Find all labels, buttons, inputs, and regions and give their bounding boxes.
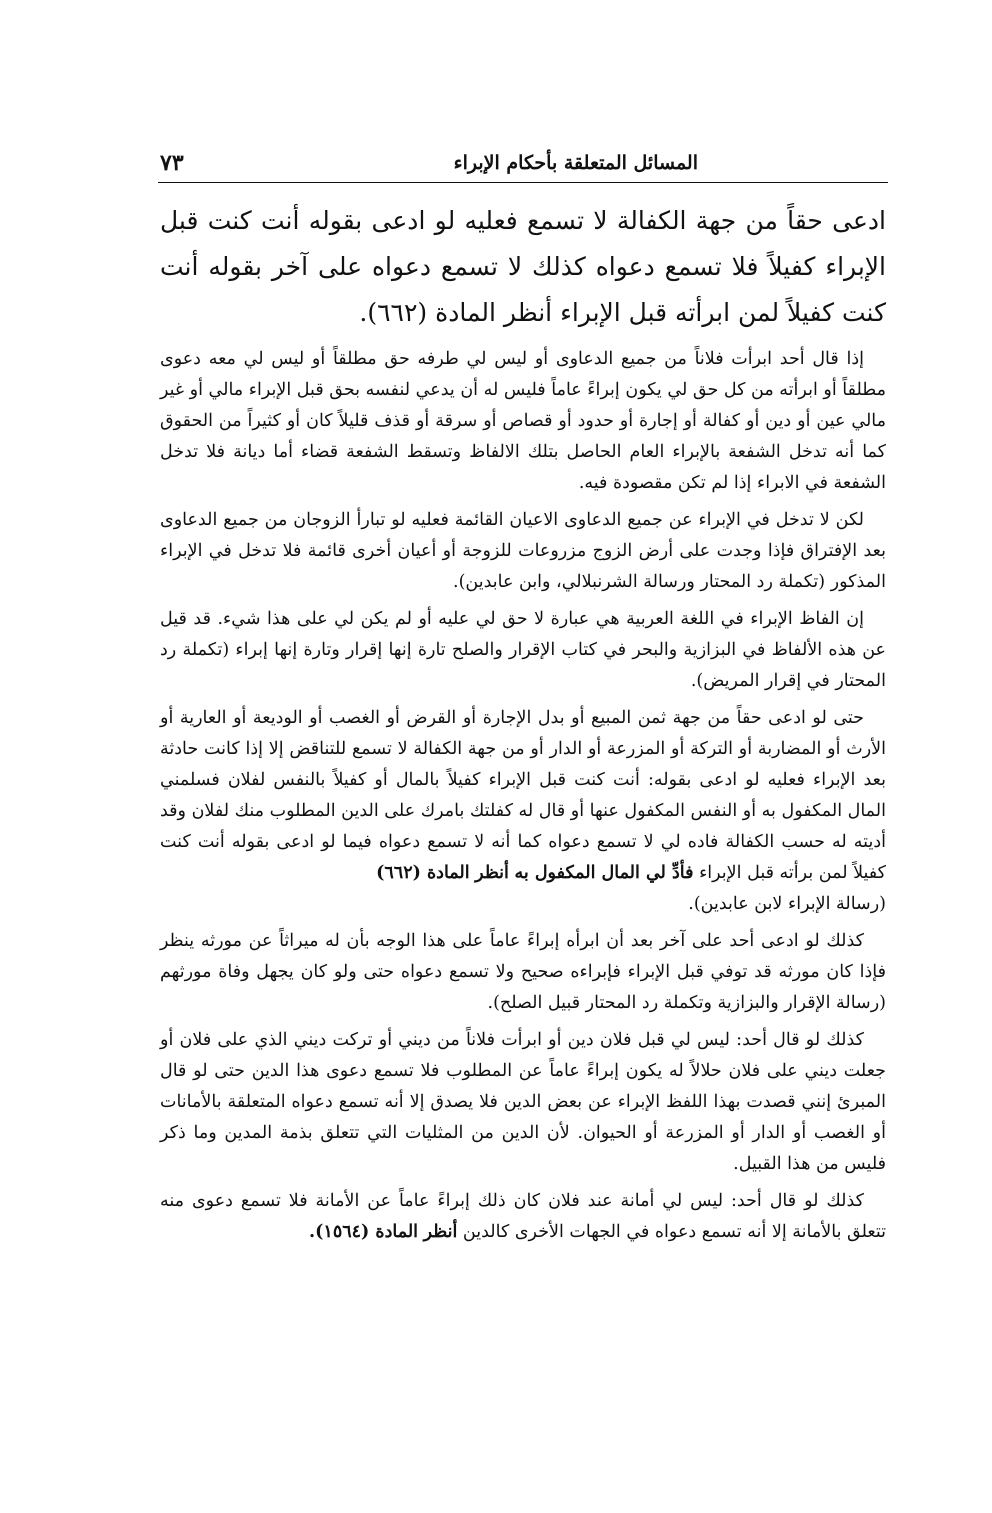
header-title: المسائل المتعلقة بأحكام الإبراء: [453, 152, 698, 174]
paragraph-1: إذا قال أحد ابرأت فلاناً من جميع الدعاوى أو ليس لي طرفه حق مطلقاً أو ليس لي معه دعوى مطلقاً أو ابرأته من كل حق لي يكون إبراءً عاماً فليس له أن يدعي لنفسه بحق قبل الإبراء مالي أو غير مالي عين أو دين أو كفالة أو إجارة أو حدود أو قصاص أو سرقة أو قذف قليلاً كان أو كثيراً من الحقوق كما أنه تدخل الشفعة بالإبراء العام الحاصل بتلك الالفاظ وتسقط الشفعة قضاء أما ديانة فلا تدخل الشفعة في الابراء إذا لم تكن مقصودة فيه.: [160, 349, 886, 493]
paragraph-4: [160, 703, 886, 920]
paragraph-7-ref-label: أنظر: [423, 1222, 458, 1242]
paragraph-4-ref-label: أنظر: [475, 863, 509, 883]
paragraph-7-ref: المادة (١٥٦٤).: [309, 1222, 419, 1242]
paragraph-3: إن الفاظ الإبراء في اللغة العربية هي عبارة لا حق لي عليه أو لم يكن لي على هذا شيء. قد قيل عن هذه الألفاظ في البزازية والبحر في كتاب الإقرار والصلح تارة إنها إقرار وتارة إنها إبراء (تكملة رد المحتار في إقرار المريض).: [160, 609, 886, 691]
paragraph-4-ref: المادة (٦٦٢): [376, 863, 470, 883]
paragraph-5: كذلك لو ادعى أحد على آخر بعد أن ابرأه إبراءً عاماً على هذا الوجه بأن له ميراثاً عن مورثه ينظر فإذا كان مورثه قد توفي قبل الإبراء فإبراءه صحيح ولا تسمع دعواه حتى ولو كان يجهل وفاة مورثهم (رسالة الإقرار والبزازية وتكملة رد المحتار قبيل الصلح).: [160, 931, 886, 1013]
paragraph-4-text: حتى لو ادعى حقاً من جهة ثمن المبيع أو بدل الإجارة أو القرض أو الغصب أو الوديعة أو العارية أو الأرث أو المضاربة أو التركة أو المزرعة أو الدار أو من جهة الكفالة لا تسمع للتناقض إلا إذا كانت حادثة بعد الإبراء فعليه لو ادعى بقوله: أنت كنت قبل الإبراء كفيلاً بالمال أو كفيلاً بالنفس لفلان فسلمني المال المكفول به أو النفس المكفول عنها أو قال له كفلتك بامرك على الدين المطلوب منك لفلان وقد أديته له حسب الكفالة فاده لي لا تسمع دعواه كما أنه لا تسمع دعواه فيما لو ادعى بقوله أنت كنت كفيلاً لمن برأته قبل الإبراء: [160, 708, 886, 883]
paragraph-4-citation: (رسالة الإبراء لابن عابدين).: [688, 894, 886, 914]
header-rule: [158, 182, 888, 183]
paragraph-2: لكن لا تدخل في الإبراء عن جميع الدعاوى الاعيان القائمة فعليه لو تبارأ الزوجان من جميع الدعاوى بعد الإفتراق فإذا وجدت على أرض الزوج مزروعات للزوجة أو أعيان أخرى قائمة فلا تدخل في الإبراء المذكور (تكملة رد المحتار ورسالة الشرنبلالي، وابن عابدين).: [160, 510, 886, 592]
running-header: [158, 150, 888, 184]
paragraph-7: [160, 1186, 886, 1248]
paragraph-7-text: كذلك لو قال أحد: ليس لي أمانة عند فلان كان ذلك إبراءً عاماً عن الأمانة فلا تسمع دعوى منه تتعلق بالأمانة إلا أنه تسمع دعواه في الجهات الأخرى كالدين: [160, 1191, 886, 1242]
intro-paragraph: ادعى حقاً من جهة الكفالة لا تسمع فعليه لو ادعى بقوله أنت كنت قبل الإبراء كفيلاً فلا تسمع دعواه كذلك لا تسمع دعواه على آخر بقوله أنت كنت كفيلاً لمن ابرأته قبل الإبراء أنظر المادة (٦٦٢).: [160, 206, 886, 327]
paragraph-4-bold-phrase: فأدِّ لي المال المكفول به: [514, 863, 694, 883]
page-number: ٧٣: [160, 150, 184, 176]
page-content: [160, 198, 886, 1254]
paragraph-6: كذلك لو قال أحد: ليس لي قبل فلان دين أو ابرأت فلاناً من ديني أو تركت ديني الذي على فلان أو جعلت ديني على فلان حلالاً له يكون إبراءً عاماً عن المطلوب فلا تسمع دعوى هذا الدين حتى لو قال المبرئ إنني قصدت بهذا اللفظ الإبراء عن بعض الدين فلا يصدق إلا أنه تسمع دعواه المتعلقة بالأمانات أو الغصب أو الدار أو المزرعة أو الحيوان. لأن الدين من المثليات التي تتعلق بذمة المدين وما ذكر فليس من هذا القبيل.: [160, 1030, 886, 1174]
